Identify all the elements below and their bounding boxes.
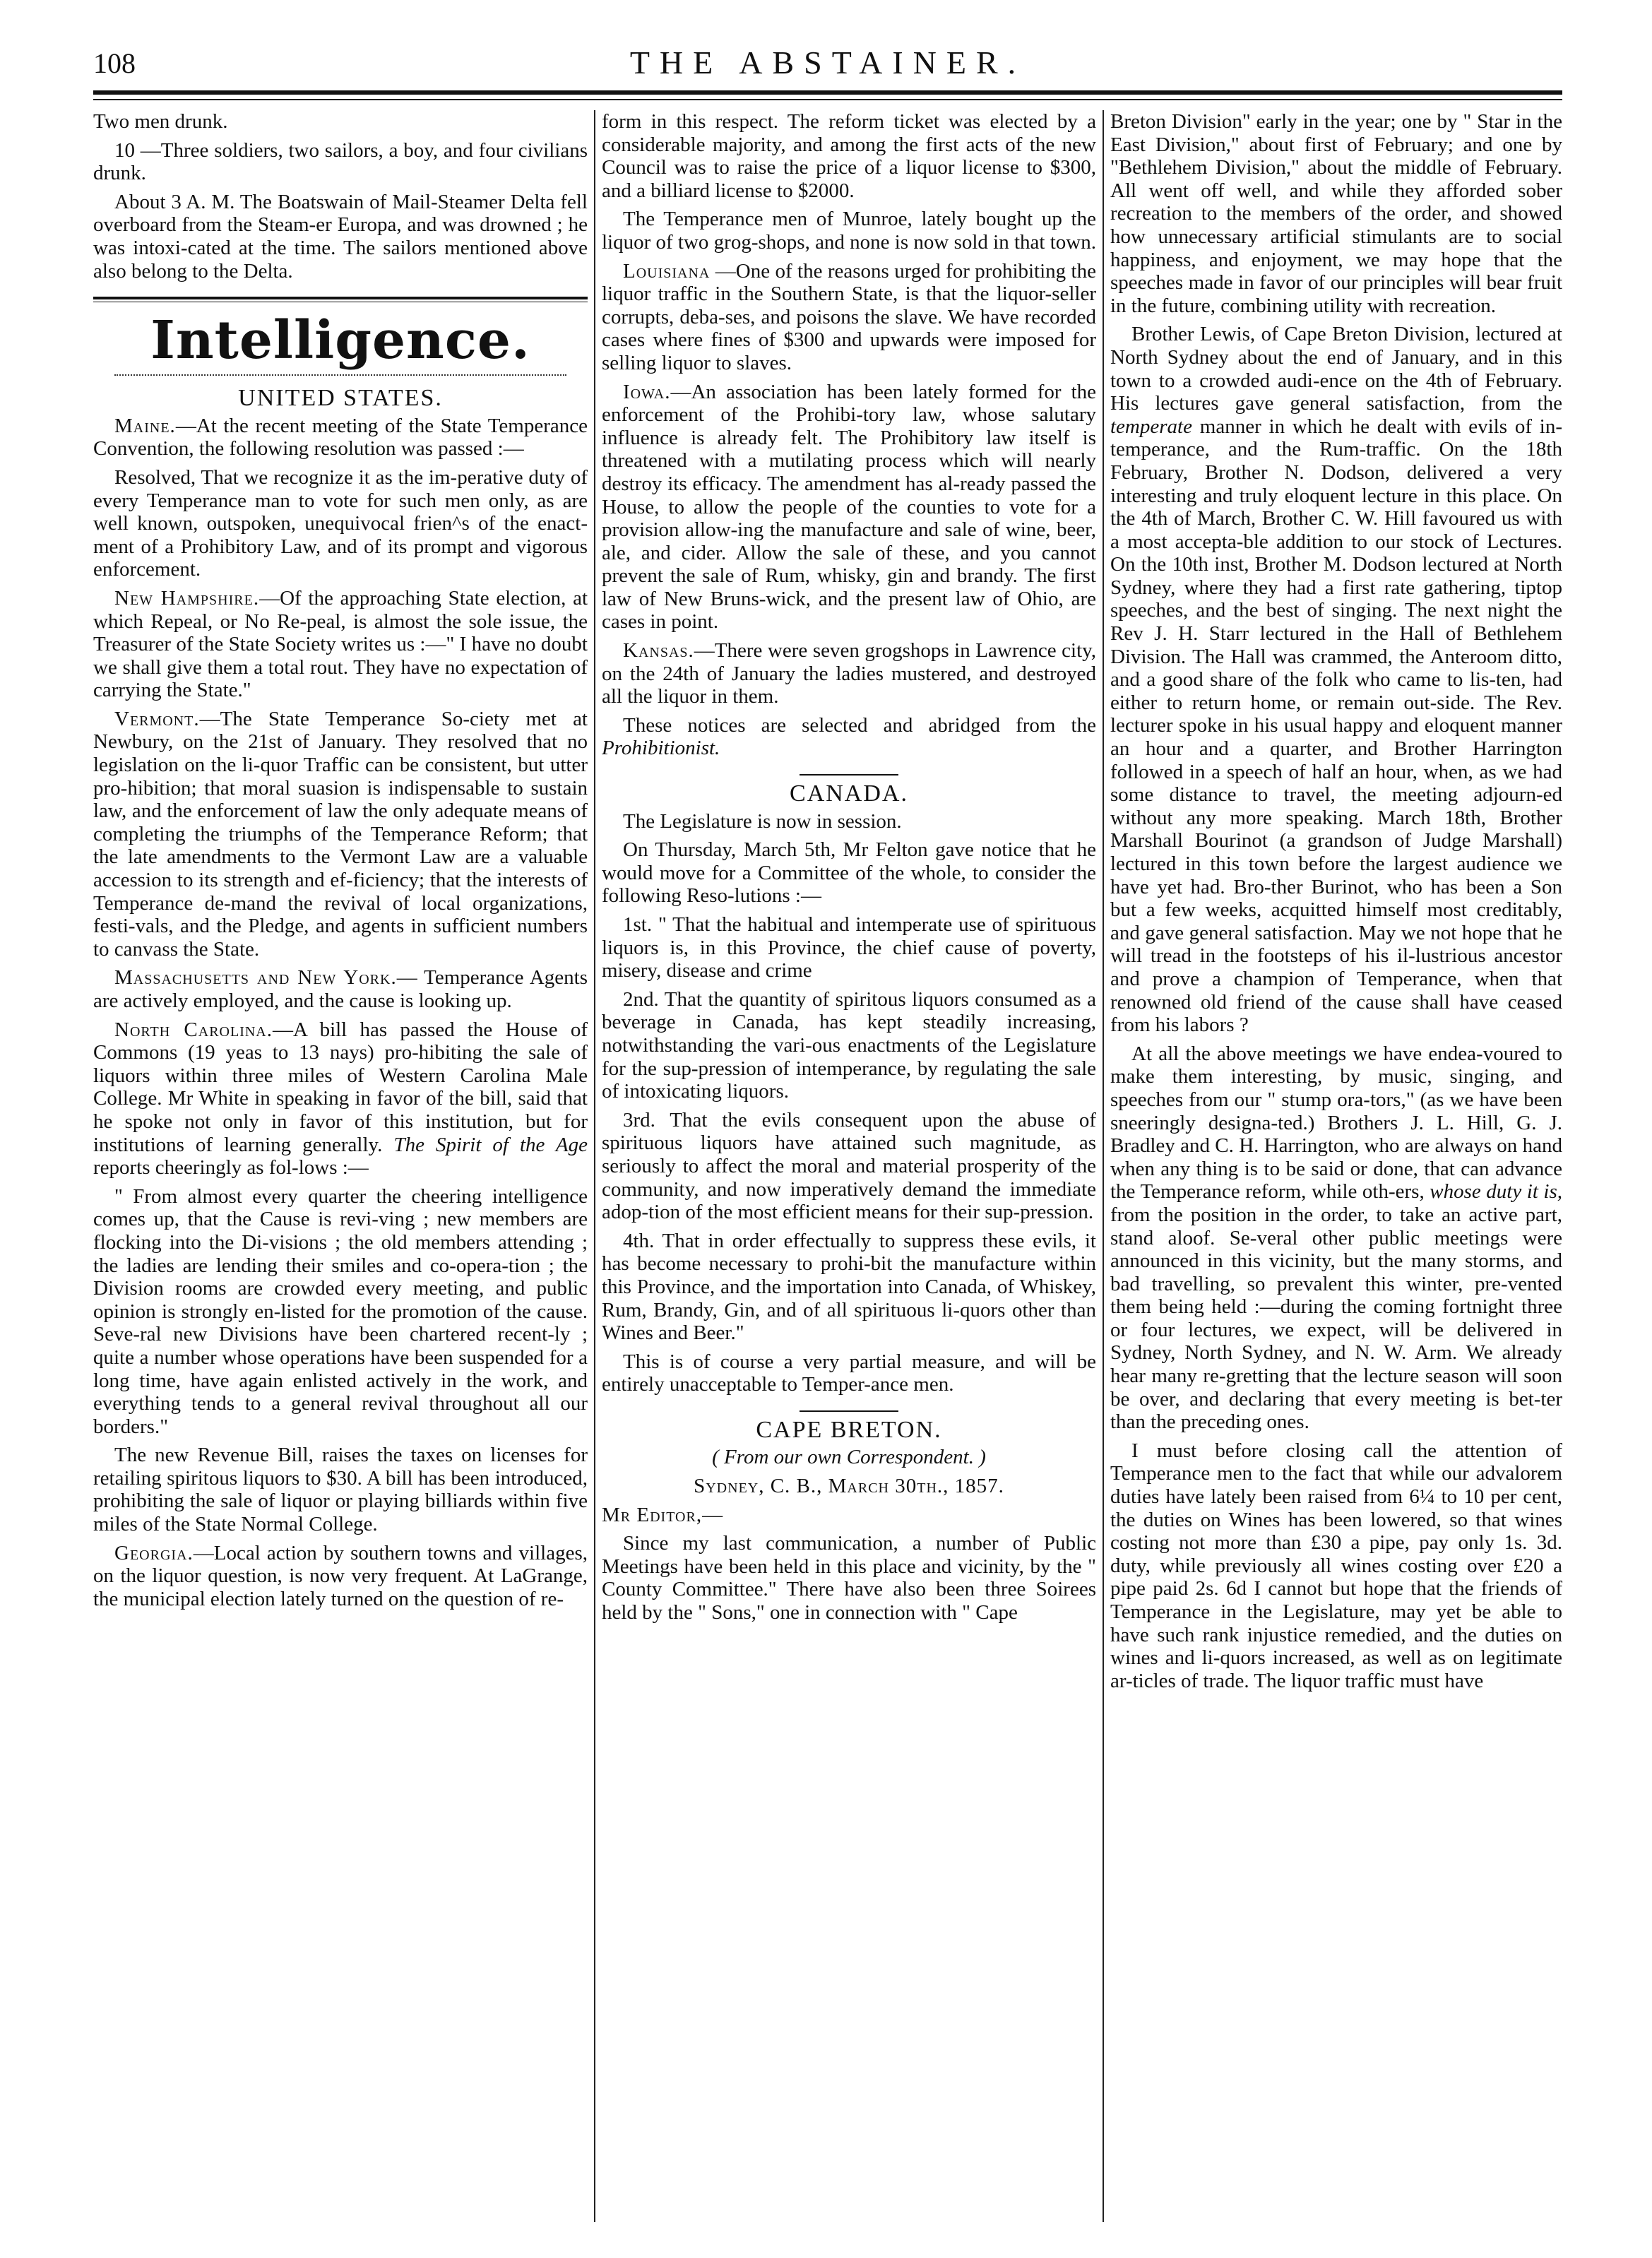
column-divider [1103,110,1104,2222]
correspondent-note: ( From our own Correspondent. ) [712,1446,986,1469]
salutation: Mr Editor,— [602,1503,724,1526]
paragraph: On Thursday, March 5th, Mr Felton gave notice that he would move for a Committee of the whole, to consider the following Reso-lutions :— [602,838,1096,908]
article-text: —An association has been lately formed for the enforcement of the Prohibi-tory law, whose salutary influence is already felt. The Prohibitory law itself is threatened with a mutilating process which will nearly destroy its efficacy. The amendment has al-ready passed the House, to allow the people of the counties to vote for a provision allow-ing the manufacture and sale of wine, beer, ale, and cider. Allow the sale of these, and you cannot prevent the sale of Rum, whisky, gin and brandy. The first law of New Bruns-wick, and the present law of Ohio, are cases in point. [602,380,1096,634]
resolution: 2nd. That the quantity of spiritous liquors consumed as a beverage in Canada, has kept steadily increasing, notwithstanding the vari-ous enactments of the Legislature for the sup-pression of intemperance, by regulating the sale of intoxicating liquors. [602,987,1096,1103]
article-text: —There were seven grogshops in Lawrence city, on the 24th of January the ladies mustered, and destroyed all the liquor in them. [602,639,1096,708]
article-vermont [93,708,588,961]
article-new-hampshire [93,587,588,702]
subsection-heading: CANADA. [790,780,908,807]
subsection-heading: UNITED STATES. [238,385,443,412]
section-title: Intelligence. [150,310,530,372]
section-rule [800,1410,898,1412]
dateline: Sydney, C. B., March 30th., 1857. [694,1475,1004,1498]
paragraph-text: manner in which he dealt with evils of in-temperance, and the Rum-traffic. On the 18th February, Brother N. Dodson, delivered a very interesting and truly eloquent lecture in this place. On the 4th of March, Brother C. W. Hill favoured us with a most accepta-ble addition to our stock of Lectures. On the 10th inst, Brother M. Dodson lectured at North Sydney, where they had a first rate gathering, tiptop speeches, and the best of singing. The next night the Rev J. H. Starr lectured in the Hall of Bethlehem Division. The Hall was crammed, the Anteroom ditto, and a good share of the folk who came to lis-ten, had either to return home, or remain out-side. The Rev. lecturer spoke in his usual happy and eloquent manner an hour and a quarter, and Brother Harrington followed in a speech of half an hour, when, as we had some distance to travel, the meeting adjourn-ed without any more speaking. March 18th, Brother Marshall Bourinot (a grandson of Judge Marshall) lectured in this town before the largest audience we have yet had. Bro-ther Burinot, who has been a Son but a few weeks, acquitted himself most creditably, and gave general satisfaction. May we not hope that he will tread in the footsteps of his il-lustrious ancestor and prove a champion of Temperance, when that renowned old friend of the cause shall have ceased from his labors ? [1110,415,1562,1037]
article-text: — Temperance Agents are actively employed, and the cause is looking up. [93,966,588,1012]
header-rule-thin [93,99,1562,100]
page-number: 108 [93,47,136,79]
resolution: 1st. " That the habitual and intemperate use of spirituous liquors is, in this Province, the chief cause of poverty, misery, disease and crime [602,913,1096,982]
column-divider [594,110,595,2222]
running-title: THE ABSTAINER. [629,44,1026,81]
paragraph: The Temperance men of Munroe, lately bought up the liquor of two grog-shops, and none is now sold in that town. [602,208,1096,254]
resolution: Resolved, That we recognize it as the im-perative duty of every Temperance man to vote for such men only, as are well known, outspoken, unequivocal frien^s of the enact-ment of a Prohibitory Law, and of its prompt and vigorous enforcement. [93,465,588,581]
paragraph-text: from the position in the order, to take an active part, stand aloof. Se-veral other public meetings were announced in this vicinity, but the many storms, and bad travelling, so prevalent this winter, pre-vented them being held :—during the coming fortnight three or four lectures, we expect, will be delivered in Sydney, North Sydney, and N. W. Arm. We already hear many re-gretting that the lecture season will soon be over, and declaring that every meeting is bet-ter than the preceding ones. [1110,1203,1562,1434]
byline [602,1446,1096,1469]
state-name: North Carolina. [114,1018,273,1041]
paragraph: The Legislature is now in session. [623,809,902,833]
column-1 [93,110,588,2229]
section-rule [93,297,588,302]
article-text: —Local action by southern towns and villages, on the liquor question, is now very frequent. At LaGrange, the municipal election lately turned on the question of re- [93,1541,588,1610]
emphasis: temperate [1110,415,1192,438]
paragraph: Two men drunk. [93,110,228,133]
quotation: " From almost every quarter the cheering intelligence comes up, that the Cause is revi-ving ; new members are flocking into the Di-visions ; the old members attending ; the ladies are lending their smiles and co-opera-tion ; the Division rooms are crowded every meeting, and public opinion is strongly en-listed for the promotion of the cause. Seve-ral new Divisions have been chartered recent-ly ; quite a number whose operations have been suspended for a long time, have again enlisted actively in the work, and everything tends to a general revival throughout all our borders." [93,1184,588,1438]
header-rule-thick [93,90,1562,95]
article-text: —At the recent meeting of the State Temperance Convention, the following resolution was passed :— [93,414,588,460]
paragraph [1110,1042,1562,1434]
paragraph: This is of course a very partial measure, and will be entirely unacceptable to Temper-ance men. [602,1350,1096,1396]
state-name: Kansas. [623,639,694,662]
state-name: New Hampshire. [114,586,260,610]
paragraph: form in this respect. The reform ticket was elected by a considerable majority, and among the first acts of the new Council was to raise the price of a liquor license to $300, and a billiard license to $2000. [602,110,1096,202]
paragraph: Breton Division" early in the year; one by " Star in the East Division," about first of February; and one by "Bethlehem Division," about the middle of February. All went off well, and while they afforded sober recreation to the members of the order, and showed how unnecessary artificial stimulants are to social happiness, and enjoyment, we may hope that the speeches made in favor of our principles will bear fruit in the future, combining utility with recreation. [1110,110,1562,317]
publication-title: The Spirit of the Age [393,1133,588,1156]
article-text: —One of the reasons urged for prohibiting the liquor traffic in the Southern State, is that the liquor-seller corrupts, deba-ses, and poisons the slave. We have recorded cases where fines of $300 and upwards were imposed for selling liquor to slaves. [602,259,1096,374]
article-maine [93,415,588,460]
state-name: Maine. [114,414,176,437]
article-massachusetts [93,966,588,1012]
paragraph-text: At all the above meetings we have endea-voured to make them interesting, by music, singing, and speeches from our " stump ora-tors," (as we have been sneeringly designa-ted.) Brothers J. L. Hill, G. J. Bradley and C. H. Harrington, who are always on hand when any thing is to be said or done, that can advance the Temperance reform, while oth-ers, [1110,1042,1562,1204]
article-text: These notices are selected and abridged from the [623,713,1096,737]
state-name: Massachusetts and New York. [114,966,397,990]
article-text: —A bill has passed the House of Commons (19 yeas to 13 nays) pro-hibiting the sale of liquors within three miles of Western Carolina Male College. Mr White in speaking in favor of the bill, said that he spoke not only in favor of this institution, but for institutions of learning generally. [93,1018,588,1156]
article-iowa [602,381,1096,634]
state-name: Louisiana [623,259,711,283]
source-note [602,714,1096,760]
article-georgia [93,1542,588,1611]
article-text: —Of the approaching State election, at which Repeal, or No Re-peal, is almost the sole issue, the Treasurer of the State Society writes us :—" I have no doubt we shall give them a total rout. They have no expectation of carrying the State." [93,586,588,702]
resolution: 4th. That in order effectually to suppress these evils, it has become necessary to prohi-bit the manufacture within this Province, and the importation into Canada, of Whiskey, Rum, Brandy, Gin, and of all spirituous li-quors other than Wines and Beer." [602,1229,1096,1345]
paragraph: The new Revenue Bill, raises the taxes on licenses for retailing spiritous liquors to $30. A bill has been introduced, prohibiting the sale of liquor or playing billiards within five miles of the State Normal College. [93,1444,588,1536]
article-north-carolina [93,1018,588,1179]
page-header [93,41,1562,90]
subsection-heading: CAPE BRETON. [756,1416,942,1443]
state-name: Georgia. [114,1541,194,1564]
paragraph [1110,323,1562,1036]
ornamental-rule [114,374,566,381]
column-2 [602,110,1096,2229]
state-name: Vermont. [114,707,200,730]
article-text: —The State Temperance So-ciety met at Newbury, on the 21st of January. They resolved that no legislation on the li-quor Traffic can be consistent, but utter pro-hibition; that moral suasion is indispensable to sustain law, and the enforcement of law the only adequate means of completing the triumphs of the Temperance Reform; that the late amendments to the Vermont Law are a valuable accession to its strength and ef-ficiency; that the interests of Temperance de-mand the revival of local organizations, festi-vals, and the Pledge, and agents in sufficient numbers to canvass the State. [93,707,588,961]
state-name: Iowa. [623,380,671,403]
article-text: reports cheeringly as fol-lows :— [93,1156,369,1179]
paragraph: Since my last communication, a number of Public Meetings have been held in this place and vicinity, by the " County Committee." There have also been three Soirees held by the " Sons," one in connection with " Cape [602,1532,1096,1624]
article-louisiana [602,260,1096,375]
paragraph: About 3 A. M. The Boatswain of Mail-Steamer Delta fell overboard from the Steam-er Europa, and was drowned ; he was intoxi-cated at the time. The sailors mentioned above also belong to the Delta. [93,190,588,283]
column-3 [1110,110,1562,2229]
emphasis: whose duty it is, [1430,1180,1562,1204]
paragraph: I must before closing call the attention of Temperance men to the fact that while our advalorem duties have lately been raised from 6¼ to 10 per cent, the duties on Wines has been lowered, so that wines costing not more than £30 a pipe, pay only 1s. 3d. duty, while previously all wines costing over £20 a pipe paid 2s. 6d I cannot but hope that the friends of Temperance in the Legislature, may yet be able to have such rank injustice remedied, and the duties on wines and li-quors increased, as well as on legitimate ar-ticles of trade. The liquor traffic must have [1110,1439,1562,1692]
publication-title: Prohibitionist. [602,737,720,760]
paragraph-text: Brother Lewis, of Cape Breton Division, lectured at North Sydney about the end of January, and in this town to a crowded audi-ence on the 4th of February. His lectures gave general satisfaction, from the [1110,323,1562,415]
resolution: 3rd. That the evils consequent upon the abuse of spirituous liquors have attained such magnitude, as seriously to affect the moral and material prosperity of the community, and now imperatively demand the immediate adop-tion of the most efficient means for their sup-pression. [602,1108,1096,1224]
section-rule [800,774,898,776]
paragraph: 10 —Three soldiers, two sailors, a boy, and four civilians drunk. [93,138,588,185]
article-kansas [602,639,1096,708]
